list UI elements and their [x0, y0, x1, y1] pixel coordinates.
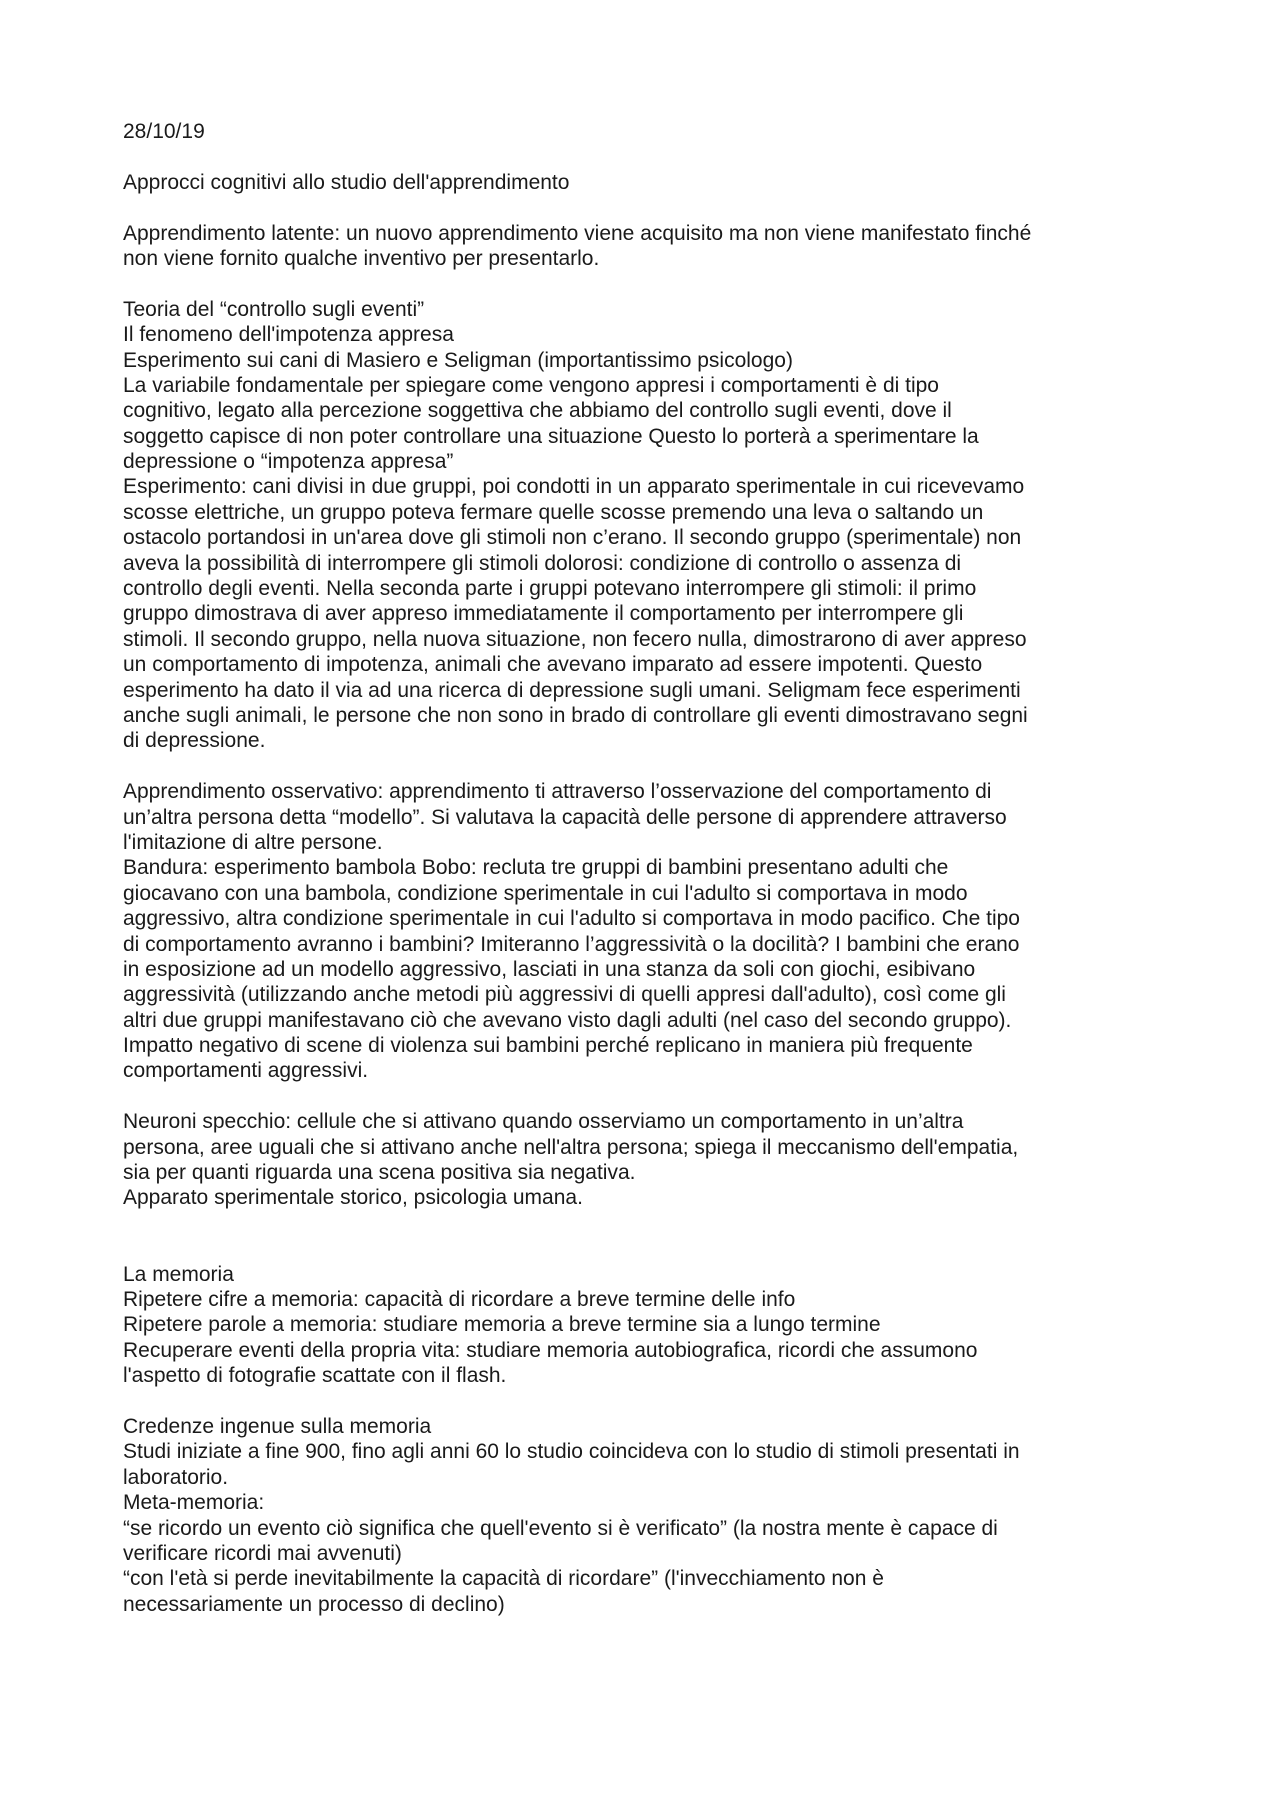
text-line: esperimento ha dato il via ad una ricerca di depressione sugli umani. Seligmam fece esperimenti [123, 678, 1021, 702]
text-line: laboratorio. [123, 1465, 229, 1489]
text-line: di comportamento avranno i bambini? Imiteranno l’aggressività o la docilità? I bambini che erano [123, 932, 1020, 956]
text-line: altri due gruppi manifestavano ciò che avevano visto dagli adulti (nel caso del secondo gruppo). [123, 1008, 1012, 1032]
text-line: di depressione. [123, 729, 266, 753]
text-line: Esperimento sui cani di Masiero e Seligman (importantissimo psicologo) [123, 348, 793, 372]
text-line: Impatto negativo di scene di violenza sui bambini perché replicano in maniera più frequente [123, 1034, 973, 1058]
section-mirror-neurons [123, 1109, 1183, 1211]
page-title: Approcci cognitivi allo studio dell'apprendimento [123, 170, 570, 194]
text-line: Ripetere cifre a memoria: capacità di ricordare a breve termine delle info [123, 1287, 796, 1311]
text-line: depressione o “impotenza appresa” [123, 450, 454, 474]
spacer [123, 1389, 1183, 1414]
section-memory [123, 1262, 1183, 1389]
section-heading: Credenze ingenue sulla memoria [123, 1414, 432, 1438]
text-line: ostacolo portandosi in un'area dove gli stimoli non c’erano. Il secondo gruppo (sperimentale) non [123, 526, 1022, 550]
text-line: un comportamento di impotenza, animali che avevano imparato ad essere impotenti. Questo [123, 653, 983, 677]
section-heading: La memoria [123, 1262, 234, 1286]
text-line: La variabile fondamentale per spiegare come vengono appresi i comportamenti è di tipo [123, 373, 939, 397]
text-line: Apprendimento latente: un nuovo apprendimento viene acquisito ma non viene manifestato finché [123, 221, 1032, 245]
text-line: Ripetere parole a memoria: studiare memoria a breve termine sia a lungo termine [123, 1313, 881, 1337]
spacer [123, 195, 1183, 220]
text-line: “con l'età si perde inevitabilmente la capacità di ricordare” (l'invecchiamento non è [123, 1567, 884, 1591]
text-line: verificare ricordi mai avvenuti) [123, 1541, 402, 1565]
text-line: comportamenti aggressivi. [123, 1059, 369, 1083]
date: 28/10/19 [123, 120, 205, 143]
text-line: Apparato sperimentale storico, psicologia umana. [123, 1186, 583, 1210]
text-line: Esperimento: cani divisi in due gruppi, poi condotti in un apparato sperimentale in cui ricevevamo [123, 475, 1025, 499]
text-line: l'aspetto di fotografie scattate con il flash. [123, 1364, 507, 1388]
text-line: Neuroni specchio: cellule che si attivano quando osserviamo un comportamento in un’altra [123, 1110, 964, 1134]
text-line: aggressività (utilizzando anche metodi più aggressivi di quelli appresi dall'adulto), così come gli [123, 983, 1006, 1007]
section-heading: Teoria del “controllo sugli eventi” [123, 297, 425, 321]
text-line: anche sugli animali, le persone che non sono in brado di controllare gli eventi dimostravano segni [123, 703, 1028, 727]
text-line: non viene fornito qualche inventivo per presentarlo. [123, 246, 600, 270]
text-line: necessariamente un processo di declino) [123, 1592, 505, 1616]
spacer [123, 144, 1183, 169]
spacer [123, 754, 1183, 779]
section-naive-beliefs [123, 1414, 1183, 1617]
section-observational-learning [123, 779, 1183, 1084]
text-line: l'imitazione di altre persone. [123, 830, 383, 854]
text-line: un’altra persona detta “modello”. Si valutava la capacità delle persone di apprendere attraverso [123, 805, 1007, 829]
text-line: sia per quanti riguarda una scena positiva sia negativa. [123, 1161, 636, 1185]
document-body [123, 119, 1183, 1617]
text-line: controllo degli eventi. Nella seconda parte i gruppi potevano interrompere gli stimoli: il primo [123, 577, 977, 601]
text-line: persona, aree uguali che si attivano anche nell'altra persona; spiega il meccanismo dell'empatia, [123, 1135, 1019, 1159]
text-line: Recuperare eventi della propria vita: studiare memoria autobiografica, ricordi che assumono [123, 1338, 978, 1362]
text-line: stimoli. Il secondo gruppo, nella nuova situazione, non fecero nulla, dimostrarono di aver appreso [123, 627, 1027, 651]
text-line: soggetto capisce di non poter controllare una situazione Questo lo porterà a sperimentare la [123, 424, 979, 448]
text-line: Il fenomeno dell'impotenza appresa [123, 323, 454, 347]
spacer [123, 1084, 1183, 1109]
text-line: in esposizione ad un modello aggressivo, lasciati in una stanza da soli con giochi, esibivano [123, 957, 976, 981]
section-control-theory [123, 297, 1183, 754]
section-latent-learning [123, 221, 1183, 272]
text-line: giocavano con una bambola, condizione sperimentale in cui l'adulto si comportava in modo [123, 881, 968, 905]
text-line: aveva la possibilità di interrompere gli stimoli dolorosi: condizione di controllo o assenza di [123, 551, 962, 575]
text-line: Apprendimento osservativo: apprendimento ti attraverso l’osservazione del comportamento di [123, 780, 992, 804]
text-line: Bandura: esperimento bambola Bobo: recluta tre gruppi di bambini presentano adulti che [123, 856, 949, 880]
text-line: scosse elettriche, un gruppo poteva fermare quelle scosse premendo una leva o saltando un [123, 500, 984, 524]
text-line: gruppo dimostrava di aver appreso immediatamente il comportamento per interrompere gli [123, 602, 964, 626]
spacer [123, 271, 1183, 296]
text-line: “se ricordo un evento ciò significa che quell'evento si è verificato” (la nostra mente è capace di [123, 1516, 998, 1540]
text-line: Meta-memoria: [123, 1491, 265, 1515]
text-line: aggressivo, altra condizione sperimentale in cui l'adulto si comportava in modo pacifico. Che tipo [123, 907, 1020, 931]
text-line: cognitivo, legato alla percezione soggettiva che abbiamo del controllo sugli eventi, dove il [123, 399, 952, 423]
spacer [123, 1211, 1183, 1262]
text-line: Studi iniziate a fine 900, fino agli anni 60 lo studio coincideva con lo studio di stimoli presentati in [123, 1440, 1020, 1464]
